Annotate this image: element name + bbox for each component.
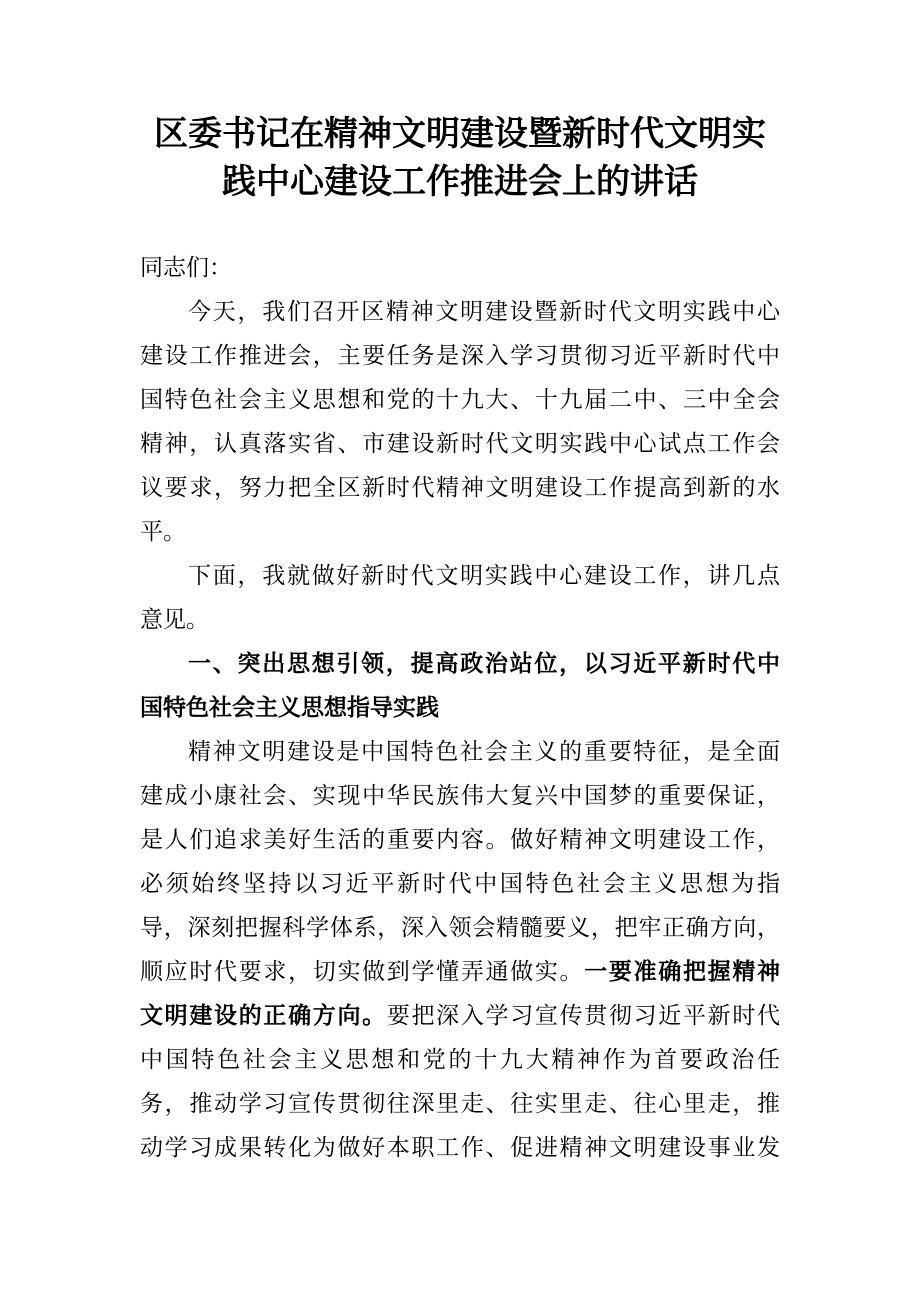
paragraph-3-line-9: 务，推动学习宣传贯彻往深里走、往实里走、往心里走，推 xyxy=(140,1091,780,1117)
paragraph-1-line-1: 今天，我们召开区精神文明建设暨新时代文明实践中心 xyxy=(188,299,780,325)
document-title-line-2: 践中心建设工作推进会上的讲话 xyxy=(222,162,698,202)
paragraph-3-line-2: 建成小康社会、实现中华民族伟大复兴中国梦的重要保证， xyxy=(140,783,780,809)
paragraph-3-line-5: 导，深刻把握科学体系，深入领会精髓要义，把牢正确方向， xyxy=(140,915,780,941)
paragraph-3-line-7-text: 要把深入学习宣传贯彻习近平新时代 xyxy=(386,1003,781,1029)
paragraph-3-line-1: 精神文明建设是中国特色社会主义的重要特征，是全面 xyxy=(188,739,780,765)
paragraph-3-line-4: 必须始终坚持以习近平新时代中国特色社会主义思想为指 xyxy=(140,871,780,897)
paragraph-3-line-6-text: 顺应时代要求，切实做到学懂弄通做实。 xyxy=(140,959,585,985)
paragraph-3-line-3: 是人们追求美好生活的重要内容。做好精神文明建设工作， xyxy=(140,827,780,853)
paragraph-1-line-4: 精神，认真落实省、市建设新时代文明实践中心试点工作会 xyxy=(140,431,780,457)
paragraph-2-line-1: 下面，我就做好新时代文明实践中心建设工作，讲几点 xyxy=(188,563,780,589)
paragraph-1-line-2: 建设工作推进会，主要任务是深入学习贯彻习近平新时代中 xyxy=(140,343,780,369)
paragraph-1-line-3: 国特色社会主义思想和党的十九大、十九届二中、三中全会 xyxy=(140,387,780,413)
paragraph-3-line-6 xyxy=(140,950,780,994)
paragraph-3-line-8: 中国特色社会主义思想和党的十九大精神作为首要政治任 xyxy=(140,1047,780,1073)
paragraph-1-line-5: 议要求，努力把全区新时代精神文明建设工作提高到新的水 xyxy=(140,475,780,501)
paragraph-2-line-2: 意见。 xyxy=(140,607,209,633)
emphasis-1-start: 一要准确把握精神 xyxy=(584,958,781,985)
document-title-line-1: 区委书记在精神文明建设暨新时代文明实 xyxy=(154,114,766,154)
paragraph-3-line-10: 动学习成果转化为做好本职工作、促进精神文明建设事业发 xyxy=(140,1135,780,1161)
paragraph-3-line-7 xyxy=(140,994,780,1038)
paragraph-1-line-6: 平。 xyxy=(140,519,186,545)
section-heading-1-line-2: 国特色社会主义思想指导实践 xyxy=(140,695,439,721)
section-heading-1-line-1: 一、突出思想引领，提高政治站位，以习近平新时代中 xyxy=(188,651,780,677)
salutation: 同志们： xyxy=(140,255,232,281)
emphasis-1-end: 文明建设的正确方向。 xyxy=(140,1002,387,1029)
